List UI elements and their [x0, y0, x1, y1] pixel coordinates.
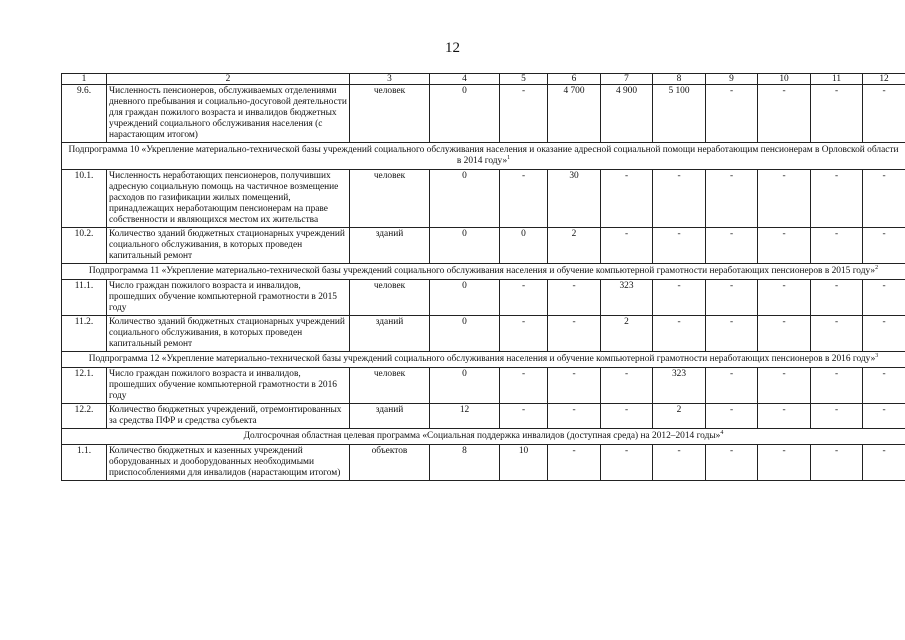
value-cell: - [863, 228, 905, 264]
column-number: 10 [758, 74, 811, 85]
value-cell: 5 100 [653, 85, 706, 143]
value-cell: - [500, 404, 548, 429]
column-number: 6 [548, 74, 601, 85]
column-number: 11 [811, 74, 863, 85]
row-number: 10.1. [62, 170, 107, 228]
value-cell: 8 [430, 445, 500, 481]
value-cell: - [548, 280, 601, 316]
indicator-description: Число граждан пожилого возраста и инвалидов, прошедших обучение компьютерной грамотности в 2016 году [107, 368, 350, 404]
value-cell: - [863, 445, 905, 481]
row-number: 12.2. [62, 404, 107, 429]
indicator-description: Количество бюджетных и казенных учреждений оборудованных и дооборудованных необходимыми приспособлениями для инвалидов (нарастающим итогом) [107, 445, 350, 481]
footnote-mark: 4 [720, 429, 724, 436]
value-cell: - [653, 228, 706, 264]
value-cell: - [601, 445, 653, 481]
value-cell: - [653, 170, 706, 228]
value-cell: - [706, 404, 758, 429]
subprogram-header-row [62, 264, 905, 280]
value-cell: - [548, 316, 601, 352]
footnote-mark: 2 [875, 264, 879, 271]
value-cell: 0 [430, 85, 500, 143]
value-cell: - [758, 368, 811, 404]
indicator-description: Количество зданий бюджетных стационарных учреждений социального обслуживания, в которых проведен капитальный ремонт [107, 228, 350, 264]
value-cell: 30 [548, 170, 601, 228]
value-cell: - [811, 445, 863, 481]
column-number: 9 [706, 74, 758, 85]
value-cell: - [758, 170, 811, 228]
unit-cell: зданий [350, 228, 430, 264]
subprogram-title [62, 143, 905, 170]
indicator-description: Количество бюджетных учреждений, отремонтированных за средства ПФР и средства субъекта [107, 404, 350, 429]
row-number: 11.2. [62, 316, 107, 352]
row-number: 9.6. [62, 85, 107, 143]
value-cell: - [863, 280, 905, 316]
indicator-description: Число граждан пожилого возраста и инвалидов, прошедших обучение компьютерной грамотности в 2015 году [107, 280, 350, 316]
value-cell: - [811, 228, 863, 264]
value-cell: 2 [601, 316, 653, 352]
value-cell: - [811, 280, 863, 316]
subprogram-header-row [62, 143, 905, 170]
value-cell: - [758, 85, 811, 143]
value-cell: - [706, 85, 758, 143]
indicator-description: Количество зданий бюджетных стационарных учреждений социального обслуживания, в которых проведен капитальный ремонт [107, 316, 350, 352]
table-row [62, 368, 905, 404]
table-row [62, 85, 905, 143]
value-cell: 0 [430, 228, 500, 264]
value-cell: - [706, 316, 758, 352]
page-number: 12 [445, 40, 460, 56]
value-cell: 4 900 [601, 85, 653, 143]
unit-cell: человек [350, 170, 430, 228]
value-cell: 0 [430, 170, 500, 228]
value-cell: - [548, 445, 601, 481]
table-row [62, 445, 905, 481]
value-cell: 2 [548, 228, 601, 264]
value-cell: 323 [653, 368, 706, 404]
value-cell: 0 [430, 280, 500, 316]
value-cell: 2 [653, 404, 706, 429]
value-cell: - [653, 316, 706, 352]
value-cell: - [601, 170, 653, 228]
table-row [62, 170, 905, 228]
value-cell: - [601, 228, 653, 264]
value-cell: - [811, 404, 863, 429]
value-cell: - [758, 404, 811, 429]
value-cell: - [758, 316, 811, 352]
subprogram-title-text: Подпрограмма 11 «Укрепление материально-технической базы учреждений социального обслуживания населения и обучение компьютерной грамотности неработающих пенсионеров в 2015 году» [88, 266, 876, 276]
row-number: 12.1. [62, 368, 107, 404]
value-cell: - [500, 316, 548, 352]
value-cell: - [653, 445, 706, 481]
column-number: 8 [653, 74, 706, 85]
value-cell: - [500, 280, 548, 316]
value-cell: - [811, 316, 863, 352]
value-cell: - [811, 85, 863, 143]
row-number: 1.1. [62, 445, 107, 481]
value-cell: - [601, 404, 653, 429]
value-cell: - [863, 85, 905, 143]
column-number: 2 [107, 74, 350, 85]
value-cell: - [863, 316, 905, 352]
column-number: 4 [430, 74, 500, 85]
value-cell: 323 [601, 280, 653, 316]
footnote-mark: 1 [507, 154, 511, 161]
table-row [62, 404, 905, 429]
indicators-table [61, 73, 905, 481]
column-number: 5 [500, 74, 548, 85]
unit-cell: человек [350, 85, 430, 143]
subprogram-title-text: Подпрограмма 10 «Укрепление материально-технической базы учреждений социального обслуживания населения и оказание адресной социальной помощи неработающим пенсионерам в Орловской области в 2014 году» [68, 145, 899, 166]
value-cell: - [758, 228, 811, 264]
value-cell: 10 [500, 445, 548, 481]
value-cell: - [811, 170, 863, 228]
value-cell: 4 700 [548, 85, 601, 143]
value-cell: 12 [430, 404, 500, 429]
value-cell: - [758, 445, 811, 481]
value-cell: - [706, 280, 758, 316]
value-cell: - [863, 170, 905, 228]
value-cell: 0 [500, 228, 548, 264]
value-cell: - [811, 368, 863, 404]
value-cell: - [500, 170, 548, 228]
value-cell: - [706, 228, 758, 264]
subprogram-header-row [62, 352, 905, 368]
unit-cell: человек [350, 368, 430, 404]
column-number: 3 [350, 74, 430, 85]
subprogram-header-row [62, 429, 905, 445]
table-row [62, 280, 905, 316]
value-cell: - [863, 404, 905, 429]
value-cell: - [548, 368, 601, 404]
value-cell: - [706, 170, 758, 228]
column-number: 1 [62, 74, 107, 85]
unit-cell: зданий [350, 404, 430, 429]
value-cell: - [863, 368, 905, 404]
unit-cell: человек [350, 280, 430, 316]
value-cell: - [548, 404, 601, 429]
table-row [62, 228, 905, 264]
value-cell: - [758, 280, 811, 316]
value-cell: - [706, 445, 758, 481]
column-number: 7 [601, 74, 653, 85]
row-number: 10.2. [62, 228, 107, 264]
value-cell: 0 [430, 316, 500, 352]
indicator-description: Численность неработающих пенсионеров, получивших адресную социальную помощь на частичное возмещение расходов по газификации жилых помещений, принадлежащих неработающим пенсионерам на праве собственности и являющихся местом их жительства [107, 170, 350, 228]
subprogram-title [62, 352, 905, 368]
unit-cell: объектов [350, 445, 430, 481]
subprogram-title-text: Долгосрочная областная целевая программа «Социальная поддержка инвалидов (доступная среда) на 2012–2014 годы» [243, 431, 721, 441]
unit-cell: зданий [350, 316, 430, 352]
value-cell: - [601, 368, 653, 404]
column-number: 12 [863, 74, 905, 85]
value-cell: - [653, 280, 706, 316]
column-number-row [62, 74, 905, 85]
table-row [62, 316, 905, 352]
value-cell: 0 [430, 368, 500, 404]
subprogram-title [62, 264, 905, 280]
subprogram-title [62, 429, 905, 445]
footnote-mark: 3 [875, 352, 879, 359]
value-cell: - [500, 85, 548, 143]
subprogram-title-text: Подпрограмма 12 «Укрепление материально-технической базы учреждений социального обслуживания населения и обучение компьютерной грамотности неработающих пенсионеров в 2016 году» [88, 354, 876, 364]
value-cell: - [500, 368, 548, 404]
indicator-description: Численность пенсионеров, обслуживаемых отделениями дневного пребывания и социально-досуговой деятельности для граждан пожилого возраста и инвалидов бюджетных учреждений социального обслуживания населения (с нарастающим итогом) [107, 85, 350, 143]
value-cell: - [706, 368, 758, 404]
row-number: 11.1. [62, 280, 107, 316]
